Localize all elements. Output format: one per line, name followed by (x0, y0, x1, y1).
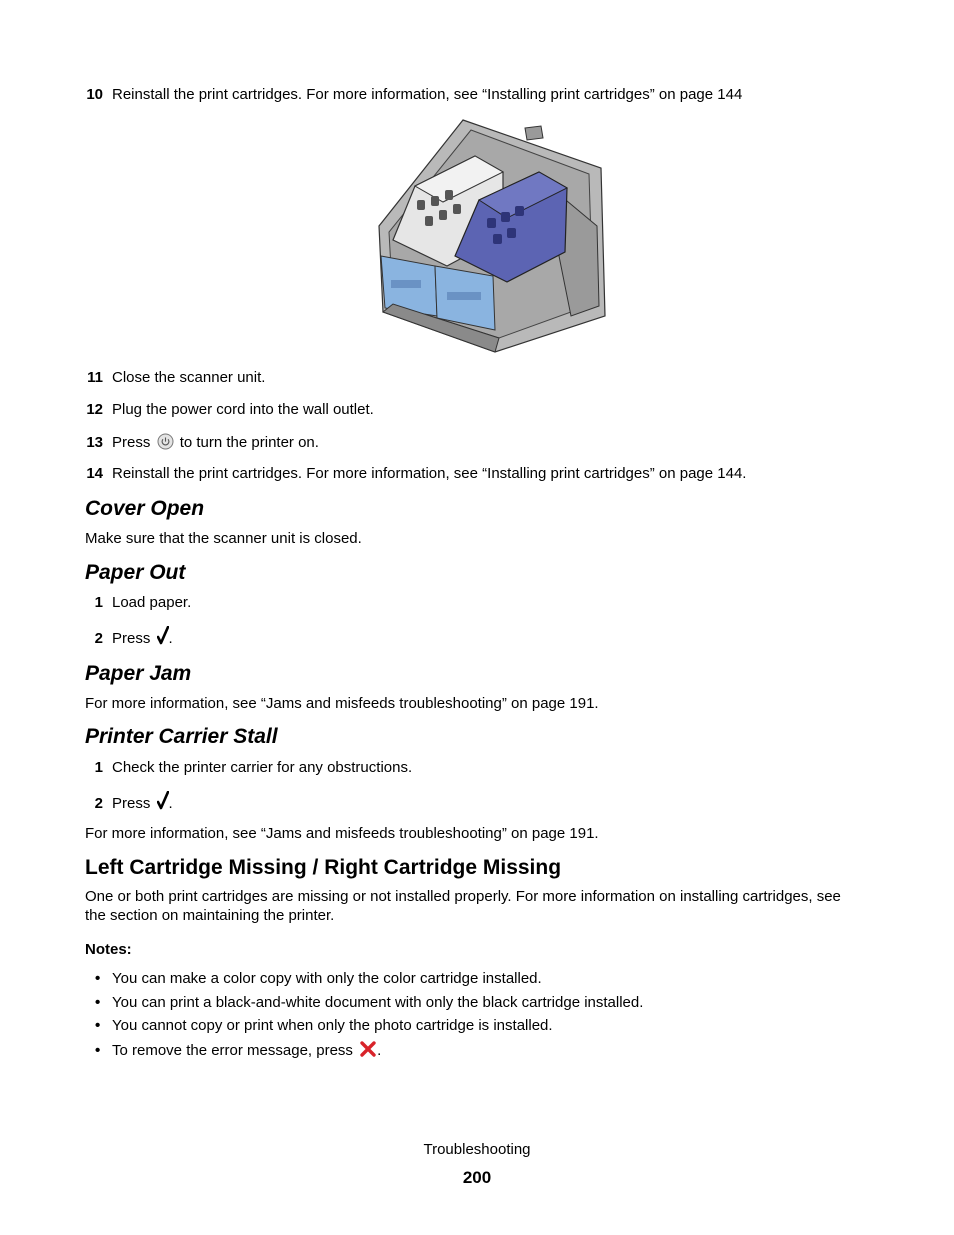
carrier-stall-text: For more information, see “Jams and misfeeds troubleshooting” on page 191. (85, 825, 599, 842)
checkmark-icon (157, 626, 169, 646)
step-text-after: . (168, 630, 173, 647)
note-text (112, 1042, 381, 1060)
cartridge-missing-line-1: One or both print cartridges are missing or not installed properly. For more information on installing cartridges, see (85, 888, 841, 905)
checkmark-icon (157, 791, 169, 811)
step-text: Reinstall the print cartridges. For more information, see “Installing print cartridges” on page 144 (112, 86, 743, 103)
notes-label: Notes: (85, 941, 132, 958)
heading-printer-carrier-stall: Printer Carrier Stall (85, 725, 278, 748)
note-text: You can print a black-and-white document with only the black cartridge installed. (112, 994, 644, 1011)
step-number: 2 (94, 795, 103, 812)
step-number: 1 (94, 594, 103, 611)
cartridge-missing-line-2: the section on maintaining the printer. (85, 907, 335, 924)
step-number: 12 (86, 401, 103, 418)
bullet-dot-icon: • (95, 970, 101, 987)
note-text-after: . (377, 1042, 382, 1059)
power-button-icon (157, 433, 174, 450)
step-text (112, 434, 319, 452)
cover-open-text: Make sure that the scanner unit is closed. (85, 530, 362, 547)
heading-paper-out: Paper Out (85, 561, 186, 584)
note-text: You can make a color copy with only the color cartridge installed. (112, 970, 542, 987)
step-text-after: to turn the printer on. (179, 434, 319, 451)
cancel-x-icon (359, 1040, 377, 1058)
step-text-after: . (168, 795, 173, 812)
step-number: 2 (94, 630, 103, 647)
step-text (112, 795, 173, 813)
footer-section-label: Troubleshooting (423, 1141, 531, 1158)
note-text-before: To remove the error message, press (112, 1042, 353, 1059)
heading-cover-open: Cover Open (85, 497, 205, 520)
step-text: Load paper. (112, 594, 192, 611)
step-text: Check the printer carrier for any obstructions. (112, 759, 413, 776)
step-number: 10 (86, 86, 103, 103)
step-text: Close the scanner unit. (112, 369, 266, 386)
heading-paper-jam: Paper Jam (85, 662, 192, 685)
step-text (112, 630, 173, 648)
bullet-dot-icon: • (95, 994, 101, 1011)
step-text-before: Press (112, 630, 151, 647)
step-number: 1 (94, 759, 103, 776)
step-number: 13 (86, 434, 103, 451)
step-number: 11 (87, 369, 103, 386)
step-text-before: Press (112, 434, 151, 451)
step-text-before: Press (112, 795, 151, 812)
paper-jam-text: For more information, see “Jams and misfeeds troubleshooting” on page 191. (85, 695, 599, 712)
step-text: Plug the power cord into the wall outlet. (112, 401, 374, 418)
step-text: Reinstall the print cartridges. For more information, see “Installing print cartridges” on page 144. (112, 465, 747, 482)
note-text: You cannot copy or print when only the photo cartridge is installed. (112, 1017, 553, 1034)
heading-cartridge-missing: Left Cartridge Missing / Right Cartridge Missing (85, 856, 562, 879)
bullet-dot-icon: • (95, 1017, 101, 1034)
print-cartridge-carrier-illustration (375, 116, 607, 354)
bullet-dot-icon: • (95, 1042, 101, 1059)
step-number: 14 (86, 465, 103, 482)
page-number: 200 (462, 1168, 492, 1187)
